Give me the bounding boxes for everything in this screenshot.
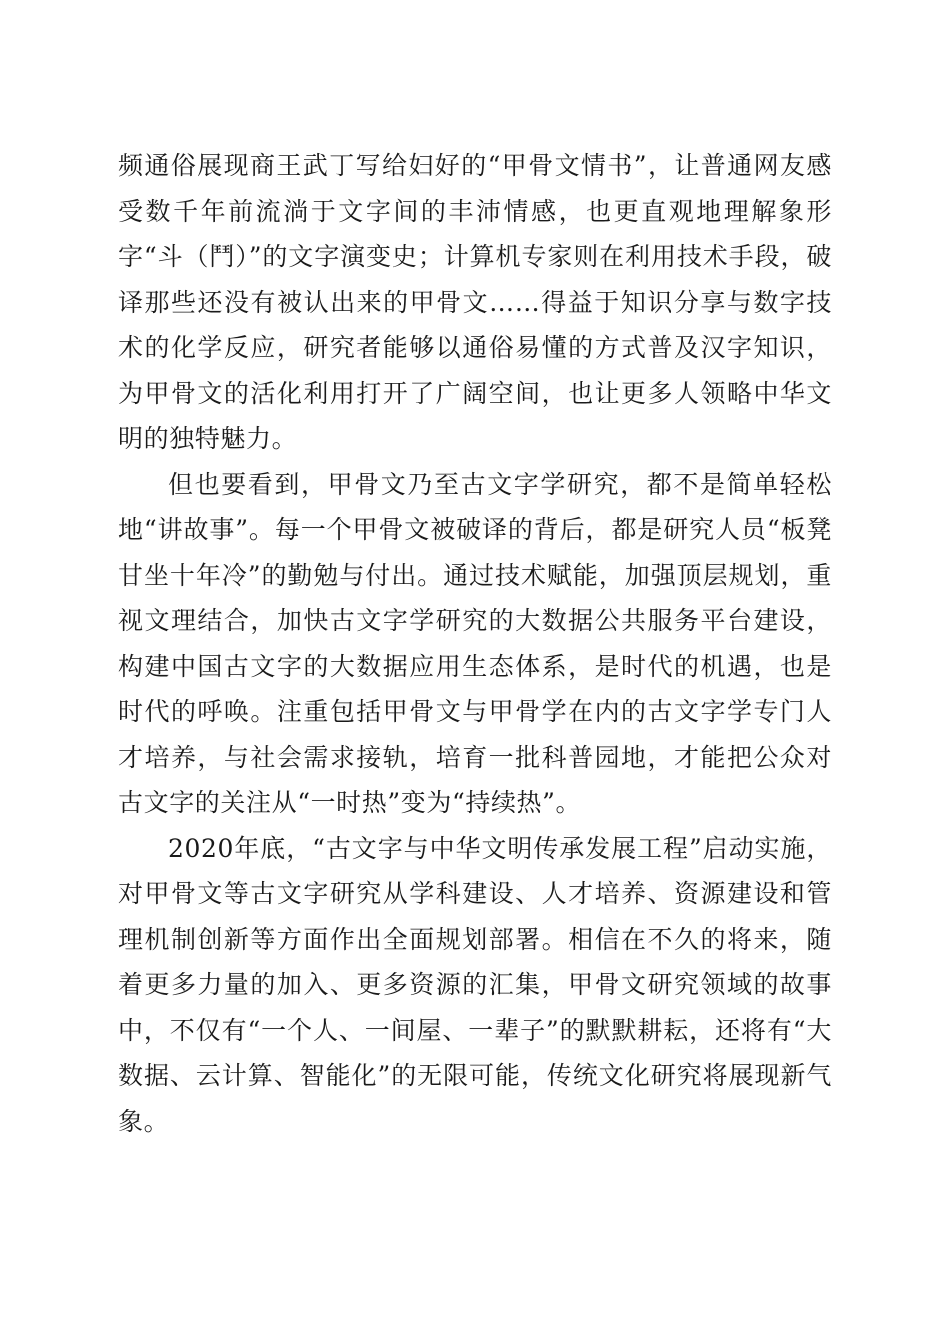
paragraph-2: 但也要看到，甲骨文乃至古文字学研究，都不是简单轻松地“讲故事”。每一个甲骨文被破译的背后，都是研究人员“板凳甘坐十年冷”的勤勉与付出。通过技术赋能，加强顶层规划，重视文理结合，加快古文字学研究的大数据公共服务平台建设，构建中国古文字的大数据应用生态体系，是时代的机遇，也是时代的呼唤。注重包括甲骨文与甲骨学在内的古文字学专门人才培养，与社会需求接轨，培育一批科普园地，才能把公众对古文字的关注从“一时热”变为“持续热”。 (118, 469, 832, 817)
article-body (118, 143, 832, 1144)
paragraph-1: 频通俗展现商王武丁写给妇好的“甲骨文情书”，让普通网友感受数千年前流淌于文字间的丰沛情感，也更直观地理解象形字“斗（鬥）”的文字演变史；计算机专家则在利用技术手段，破译那些还没有被认出来的甲骨文……得益于知识分享与数字技术的化学反应，研究者能够以通俗易懂的方式普及汉字知识，为甲骨文的活化利用打开了广阔空间，也让更多人领略中华文明的独特魅力。 (118, 151, 832, 453)
paragraph-3: 2020年底，“古文字与中华文明传承发展工程”启动实施，对甲骨文等古文字研究从学科建设、人才培养、资源建设和管理机制创新等方面作出全面规划部署。相信在不久的将来，随着更多力量的加入、更多资源的汇集，甲骨文研究领域的故事中，不仅有“一个人、一间屋、一辈子”的默默耕耘，还将有“大数据、云计算、智能化”的无限可能，传统文化研究将展现新气象。 (118, 833, 832, 1136)
